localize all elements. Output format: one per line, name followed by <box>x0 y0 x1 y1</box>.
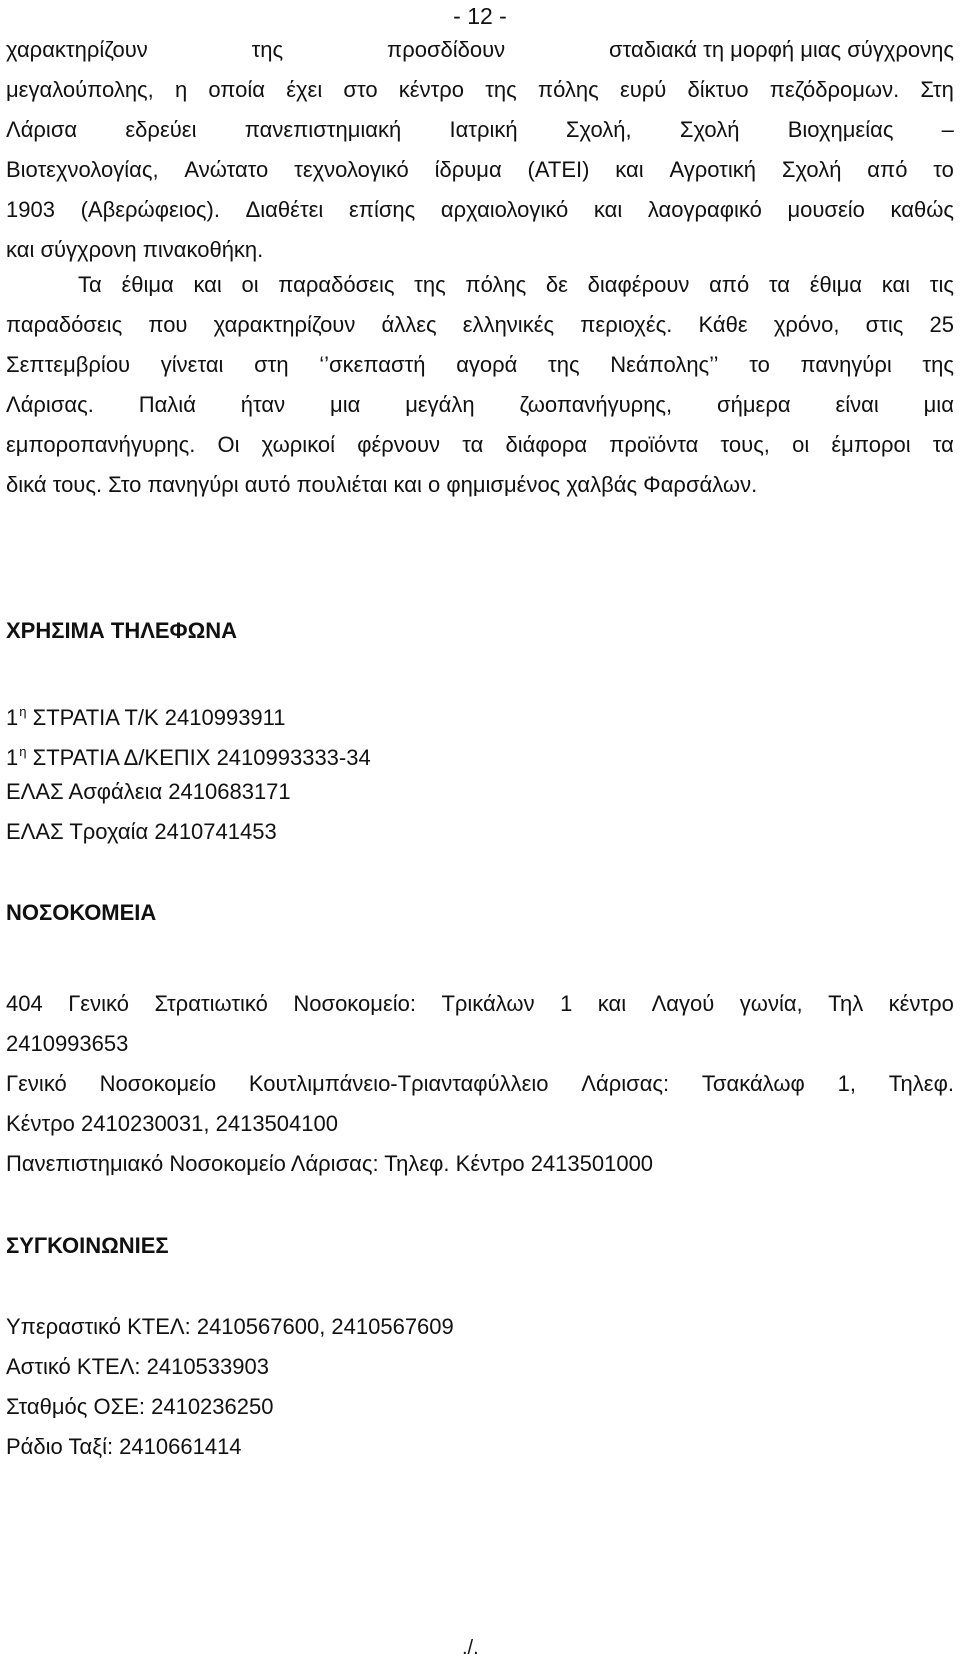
word: πανεπιστημιακή <box>244 117 402 142</box>
page-number: - 12 - <box>453 3 507 29</box>
word: στο <box>343 77 378 102</box>
word: επίσης <box>348 197 416 222</box>
word: οποία <box>208 77 266 102</box>
word: Παλιά <box>138 392 196 417</box>
word: Κάθε <box>698 312 748 337</box>
word: 1903 <box>6 197 55 222</box>
text-line <box>6 425 954 465</box>
word: έμποροι <box>831 432 911 457</box>
word: πόλης <box>465 272 527 297</box>
word: διαφέρουν <box>587 272 690 297</box>
word: Λάρισας. <box>6 392 94 417</box>
word: 25 <box>929 312 954 337</box>
word: ευρύ <box>619 77 667 102</box>
word: χρόνο, <box>773 312 840 337</box>
word: 1 <box>560 991 573 1016</box>
word: Οι <box>217 432 240 457</box>
word: παραδόσεις <box>278 272 395 297</box>
word: της <box>414 272 446 297</box>
word: Στη <box>920 77 954 102</box>
word: 1, <box>837 1071 856 1096</box>
word: Γενικό <box>6 1071 67 1096</box>
text-line <box>6 190 954 230</box>
word: πεζόδρομων. <box>769 77 900 102</box>
word: αγορά <box>456 352 518 377</box>
word: από <box>867 157 908 182</box>
word: Σχολή <box>781 157 842 182</box>
word: είναι <box>835 392 879 417</box>
word: Γενικό <box>68 991 129 1016</box>
text-line <box>6 110 954 150</box>
word: καθώς <box>890 197 954 222</box>
text-line <box>6 345 954 385</box>
text-line: Κέντρο 2410230031, 2413504100 <box>6 1111 338 1136</box>
transport-line: Σταθμός ΟΣΕ: 2410236250 <box>6 1394 274 1419</box>
word: Τα <box>78 272 102 297</box>
word: μια <box>330 392 361 417</box>
word: προϊόντα <box>609 432 699 457</box>
text-line: 2410993653 <box>6 1031 129 1056</box>
word: κέντρο <box>888 991 954 1016</box>
word: Κουτλιμπάνειο-Τριανταφύλλειο <box>248 1071 549 1096</box>
word: χαρακτηρίζουν <box>6 37 148 62</box>
transport-line: Ράδιο Ταξί: 2410661414 <box>6 1434 242 1459</box>
word: έχει <box>286 77 323 102</box>
word: από <box>709 272 750 297</box>
word: 404 <box>6 991 43 1016</box>
word: περιοχές. <box>580 312 673 337</box>
word: Τηλ <box>828 991 864 1016</box>
word: και <box>615 157 644 182</box>
word: έθιμα <box>121 272 174 297</box>
section-heading-phones: ΧΡΗΣΙΜΑ ΤΗΛΕΦΩΝΑ <box>6 618 238 643</box>
text-line: δικά τους. Στο πανηγύρι αυτό πουλιέται και ο φημισμένος χαλβάς Φαρσάλων. <box>6 472 758 497</box>
word: χαρακτηρίζουν <box>213 312 356 337</box>
section-heading-transport: ΣΥΓΚΟΙΝΩΝΙΕΣ <box>6 1233 169 1258</box>
text-line: Πανεπιστημιακό Νοσοκομείο Λάρισας: Τηλεφ. Κέντρο 2413501000 <box>6 1151 654 1176</box>
word: Τρικάλων <box>441 991 535 1016</box>
word: στη <box>254 352 289 377</box>
text-line <box>6 984 954 1024</box>
word: μεγαλούπολης, <box>6 77 154 102</box>
word: της <box>548 352 580 377</box>
word: παραδόσεις <box>6 312 123 337</box>
word: χωρικοί <box>261 432 336 457</box>
text-line <box>6 150 954 190</box>
hospital-entries <box>6 984 954 1184</box>
word: Ανώτατο <box>184 157 269 182</box>
word: Αγροτική <box>669 157 756 182</box>
word: Τηλεφ. <box>888 1071 954 1096</box>
word: η <box>174 77 188 102</box>
text-line: και σύγχρονη πινακοθήκη. <box>6 237 264 262</box>
text-line <box>6 1064 954 1104</box>
word: τεχνολογικό <box>294 157 409 182</box>
phone-line: ΕΛΑΣ Τροχαία 2410741453 <box>6 819 277 844</box>
end-mark: ./. <box>462 1637 479 1659</box>
word: τα <box>462 432 484 457</box>
transport-line: Αστικό ΚΤΕΛ: 2410533903 <box>6 1354 269 1379</box>
text-line <box>6 385 954 425</box>
word: (Αβερώφειος). <box>80 197 220 222</box>
word: έθιμα <box>809 272 863 297</box>
paragraph-2 <box>6 265 954 505</box>
word: τα <box>768 272 791 297</box>
text-line <box>6 70 954 110</box>
word: μια <box>923 392 954 417</box>
word: οι <box>241 272 259 297</box>
text-line <box>6 305 954 345</box>
word: Λαγού <box>651 991 715 1016</box>
word: πανηγύρι <box>800 352 892 377</box>
word: φέρνουν <box>357 432 441 457</box>
word: και <box>597 991 627 1016</box>
phone-line: $1^\eta$ ΣΤΡΑΤΙΑ Δ/ΚΕΠΙΧ 2410993333-34 <box>6 744 371 770</box>
word: και <box>193 272 222 297</box>
transport-line: Υπεραστικό ΚΤΕΛ: 2410567600, 2410567609 <box>6 1314 454 1339</box>
word: εμποροπανήγυρης. <box>6 432 196 457</box>
word: Σχολή <box>679 117 740 142</box>
word: Νοσοκομείο: <box>293 991 416 1016</box>
word: ελληνικές <box>462 312 555 337</box>
word: Βιοτεχνολογίας, <box>6 157 159 182</box>
word: Στρατιωτικό <box>154 991 268 1016</box>
word: το <box>933 157 954 182</box>
word: της <box>922 352 954 377</box>
paragraph-1 <box>6 30 954 270</box>
word: και <box>881 272 911 297</box>
section-heading-hospitals: ΝΟΣΟΚΟΜΕΙΑ <box>6 900 157 925</box>
word: σήμερα <box>717 392 791 417</box>
word: κέντρο <box>398 77 465 102</box>
word: τα <box>932 432 954 457</box>
word: πόλης <box>537 77 599 102</box>
word: σταδιακά τη μορφή μιας σύγχρονης <box>609 37 954 62</box>
word: εδρεύει <box>125 117 197 142</box>
word: δίκτυο <box>687 77 749 102</box>
word: αρχαιολογικό <box>440 197 569 222</box>
word: Τσακάλωφ <box>701 1071 805 1096</box>
word: ζωοπανήγυρης, <box>519 392 673 417</box>
word: οι <box>792 432 810 457</box>
word: διάφορα <box>505 432 588 457</box>
text-line <box>6 265 954 305</box>
word: ήταν <box>240 392 286 417</box>
word: γωνία, <box>739 991 803 1016</box>
word: Σχολή, <box>565 117 632 142</box>
word: ίδρυμα <box>434 157 502 182</box>
word: της <box>485 77 517 102</box>
word: ‘’σκεπαστή <box>319 352 426 377</box>
word: της <box>251 37 284 62</box>
word: προσδίδουν <box>387 37 506 62</box>
word: μουσείο <box>787 197 865 222</box>
word: και <box>593 197 623 222</box>
word: στις <box>865 312 904 337</box>
word: Ιατρική <box>449 117 518 142</box>
word: Βιοχημείας <box>787 117 894 142</box>
word: μεγάλη <box>405 392 475 417</box>
phone-line: $1^\eta$ ΣΤΡΑΤΙΑ Τ/Κ 2410993911 <box>6 704 286 730</box>
word: Νεάπολης’’ <box>610 352 719 377</box>
word: λαογραφικό <box>647 197 762 222</box>
word: Νοσοκομείο <box>99 1071 217 1096</box>
word: (ΑΤΕΙ) <box>527 157 590 182</box>
word: που <box>148 312 188 337</box>
word: Λάρισα <box>6 117 78 142</box>
text-line <box>6 30 954 70</box>
phone-line: ΕΛΑΣ Ασφάλεια 2410683171 <box>6 779 291 804</box>
word: δε <box>545 272 568 297</box>
word: Λάρισας: <box>581 1071 670 1096</box>
word: τις <box>929 272 954 297</box>
word: Σεπτεμβρίου <box>6 352 131 377</box>
word: – <box>941 117 954 142</box>
word: Διαθέτει <box>245 197 324 222</box>
word: τους, <box>720 432 770 457</box>
word: άλλες <box>381 312 437 337</box>
word: το <box>749 352 770 377</box>
word: γίνεται <box>160 352 224 377</box>
